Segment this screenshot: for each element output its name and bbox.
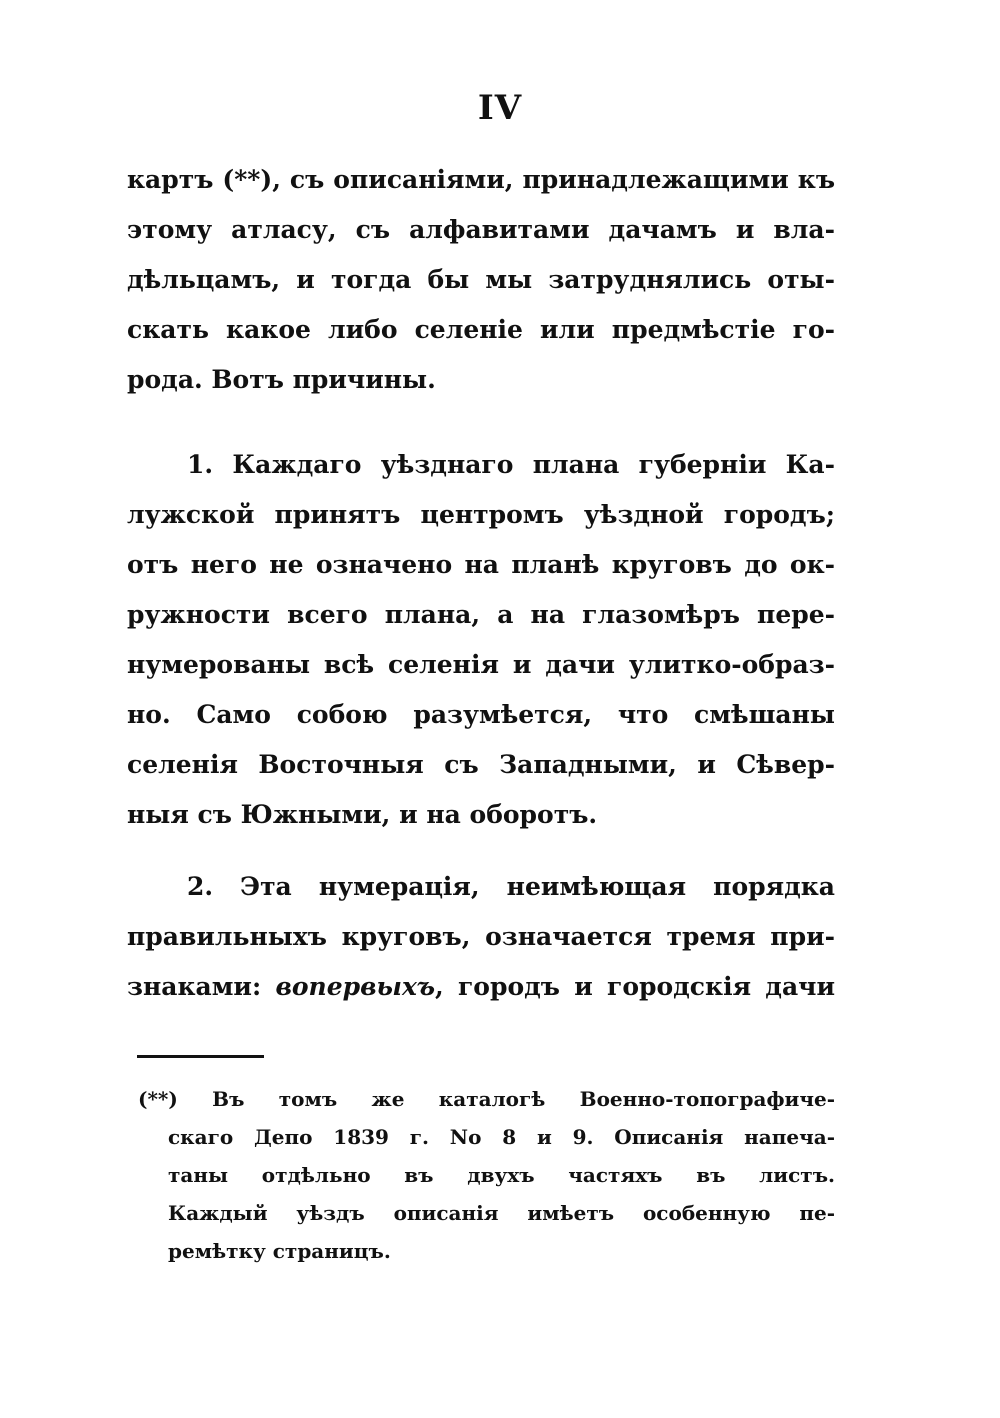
text-line: скать какое либо селеніе или предмѣстіе го-: [127, 315, 835, 344]
text-line: правильныхъ круговъ, означается тремя при-: [127, 922, 835, 951]
footnote-line: Каждый уѣздъ описанія имѣетъ особенную пе-: [168, 1201, 835, 1225]
footnote-line: (**) Въ томъ же каталогѣ Военно-топографиче-: [138, 1087, 835, 1111]
footnote-line: скаго Депо 1839 г. No 8 и 9. Описанія напеча-: [168, 1125, 835, 1149]
text-line: нумерованы всѣ селенія и дачи улитко-образ-: [127, 650, 835, 679]
text-line: 2. Эта нумерація, неимѣющая порядка: [187, 872, 835, 901]
text-line: рода. Вотъ причины.: [127, 365, 436, 394]
footnote-line: ремѣтку страницъ.: [168, 1239, 391, 1263]
text-line: лужской принятъ центромъ уѣздной городъ;: [127, 500, 835, 529]
page-number: IV: [477, 88, 523, 128]
text-line: дѣльцамъ, и тогда бы мы затруднялись оты-: [127, 265, 835, 294]
text-line: ныя съ Южными, и на оборотъ.: [127, 800, 598, 829]
text-line: этому атласу, съ алфавитами дачамъ и вла-: [127, 215, 835, 244]
text-line: 1. Каждаго уѣзднаго плана губерніи Ка-: [187, 450, 835, 479]
text-line: ружности всего плана, а на глазомѣръ пере-: [127, 600, 835, 629]
paragraph-1: [127, 155, 835, 405]
text-line: селенія Восточныя съ Западными, и Сѣвер-: [127, 750, 835, 779]
footnote-separator: [137, 1055, 264, 1058]
text-segment: , городъ и городскія дачи: [435, 972, 835, 1001]
text-line: картъ (**), съ описаніями, принадлежащими къ: [127, 165, 835, 194]
footnote-line: таны отдѣльно въ двухъ частяхъ въ листъ.: [168, 1163, 835, 1187]
paragraph-3: [127, 862, 835, 1012]
italic-word: вопервыхъ: [275, 972, 436, 1001]
text-line: отъ него не означено на планѣ круговъ до ок-: [127, 550, 835, 579]
paragraph-2: [127, 440, 835, 840]
text-line: [127, 962, 835, 1012]
text-segment: знаками:: [127, 972, 276, 1001]
text-line: но. Само собою разумѣется, что смѣшаны: [127, 700, 835, 729]
footnote: [138, 1080, 835, 1270]
